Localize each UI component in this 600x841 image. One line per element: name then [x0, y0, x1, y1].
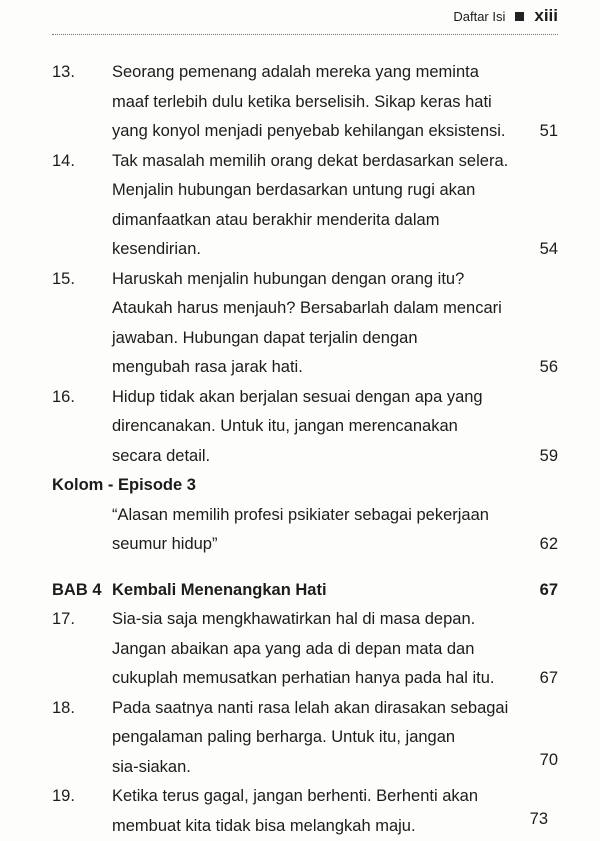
entry-text-line: mengubah rasa jarak hati. — [112, 353, 530, 383]
entry-text-line: Hidup tidak akan berjalan sesuai dengan apa yang — [112, 383, 530, 413]
entry-text-line: Jangan abaikan apa yang ada di depan mata dan — [112, 635, 530, 665]
entry-text-line: cukuplah memusatkan perhatian hanya pada hal itu. — [112, 664, 530, 694]
toc-entry[interactable] — [0, 147, 600, 265]
entry-number: 15. — [52, 265, 75, 295]
entry-page: 59 — [540, 442, 558, 472]
chapter-title: Kembali Menenangkan Hati — [112, 576, 327, 606]
toc-entry[interactable] — [0, 782, 600, 841]
entry-text-line: Ketika terus gagal, jangan berhenti. Berhenti akan — [112, 782, 530, 812]
entry-text-line: membuat kita tidak bisa melangkah maju. — [112, 812, 530, 841]
toc-entry[interactable] — [0, 265, 600, 383]
entry-text-line: “Alasan memilih profesi psikiater sebagai pekerjaan — [112, 501, 530, 531]
toc-entry[interactable] — [0, 694, 600, 783]
entry-text-line: Seorang pemenang adalah mereka yang meminta — [112, 58, 530, 88]
page-number: xiii — [534, 6, 558, 26]
entry-number: 14. — [52, 147, 75, 177]
entry-number: 13. — [52, 58, 75, 88]
square-bullet-icon — [515, 12, 524, 21]
entry-text-line: Menjalin hubungan berdasarkan untung rugi akan — [112, 176, 530, 206]
entry-text-line: maaf terlebih dulu ketika berselisih. Sikap keras hati — [112, 88, 530, 118]
entry-page: 54 — [540, 235, 558, 265]
entry-number: 18. — [52, 694, 75, 724]
toc-kolom-entry[interactable] — [0, 471, 600, 560]
entry-text-line: secara detail. — [112, 442, 530, 472]
entry-text-line: direncanakan. Untuk itu, jangan merencanakan — [112, 412, 530, 442]
chapter-page: 67 — [540, 576, 558, 606]
entry-text-line: pengalaman paling berharga. Untuk itu, jangan — [112, 723, 530, 753]
entry-page: 73 — [530, 805, 548, 835]
table-of-contents — [0, 58, 600, 841]
toc-entry[interactable] — [0, 58, 600, 147]
entry-page: 56 — [540, 353, 558, 383]
entry-page: 51 — [540, 117, 558, 147]
entry-page: 67 — [540, 664, 558, 694]
entry-text-line: Sia-sia saja mengkhawatirkan hal di masa depan. — [112, 605, 530, 635]
entry-page: 70 — [540, 746, 558, 776]
entry-text-line: kesendirian. — [112, 235, 530, 265]
entry-text-line: Tak masalah memilih orang dekat berdasarkan selera. — [112, 147, 530, 177]
entry-number: 16. — [52, 383, 75, 413]
entry-text-line: sia-siakan. — [112, 753, 530, 783]
chapter-label: BAB 4 — [52, 576, 112, 606]
entry-number: 19. — [52, 782, 75, 812]
entry-page: 62 — [540, 530, 558, 560]
toc-entry[interactable] — [0, 383, 600, 472]
entry-number: 17. — [52, 605, 75, 635]
entry-text-line: dimanfaatkan atau berakhir menderita dalam — [112, 206, 530, 236]
running-header — [453, 6, 558, 26]
entry-text-line: Ataukah harus menjauh? Bersabarlah dalam mencari — [112, 294, 530, 324]
toc-entry[interactable] — [0, 605, 600, 694]
entry-text-line: yang konyol menjadi penyebab kehilangan eksistensi. — [112, 117, 530, 147]
chapter-heading[interactable] — [0, 576, 600, 606]
header-divider — [52, 34, 558, 35]
section-title: Daftar Isi — [453, 9, 505, 24]
entry-text-line: jawaban. Hubungan dapat terjalin dengan — [112, 324, 530, 354]
entry-text-line: Pada saatnya nanti rasa lelah akan dirasakan sebagai — [112, 694, 530, 724]
kolom-heading: Kolom - Episode 3 — [0, 471, 600, 501]
entry-text-line: seumur hidup” — [112, 530, 530, 560]
entry-text-line: Haruskah menjalin hubungan dengan orang itu? — [112, 265, 530, 295]
